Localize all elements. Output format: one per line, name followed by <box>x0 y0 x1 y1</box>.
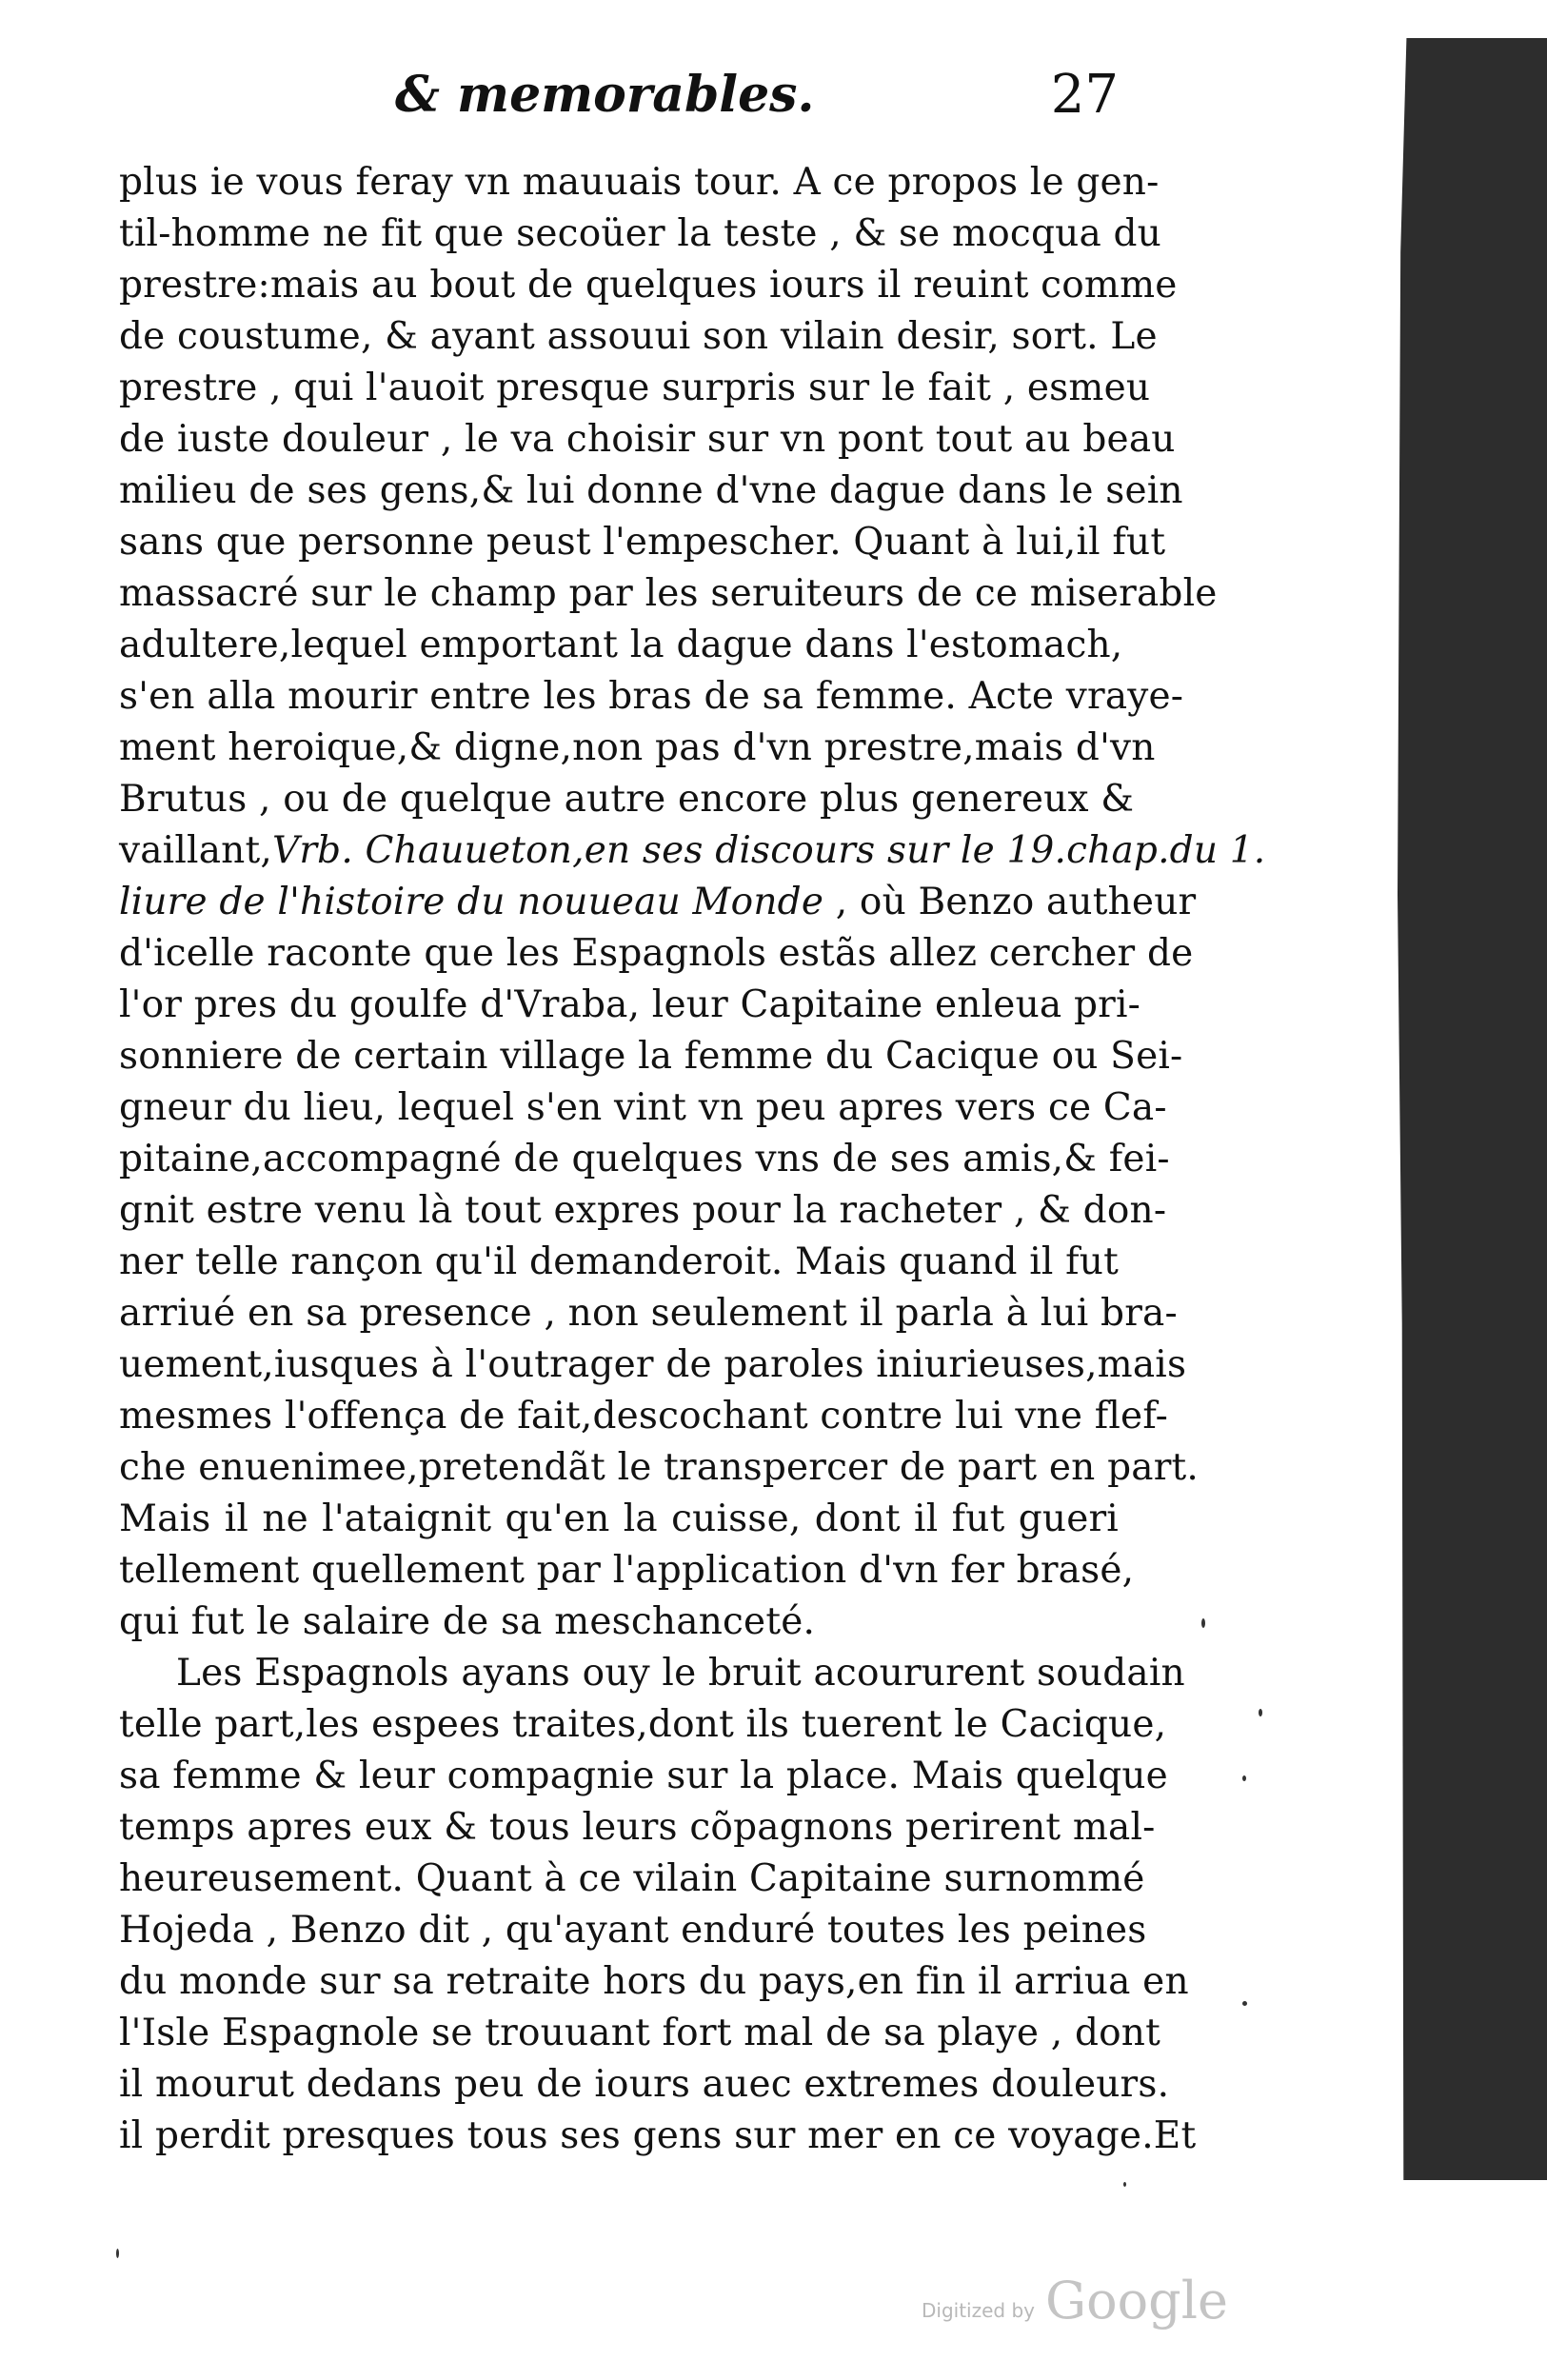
text-line: il perdit presques tous ses gens sur mer en ce voyage.Et <box>119 2114 1197 2157</box>
text-line: l'or pres du goulfe d'Vraba, leur Capitaine enleua pri- <box>119 983 1141 1026</box>
text-line: arriué en sa presence , non seulement il parla à lui bra- <box>119 1292 1178 1335</box>
ink-speck <box>1242 1775 1246 1781</box>
text-line: de iuste douleur , le va choisir sur vn pont tout au beau <box>119 418 1176 461</box>
citation-italic: liure de l'histoire du nouueau Monde <box>119 881 824 923</box>
google-logo: Google <box>1045 2271 1228 2330</box>
page-number: 27 <box>1050 64 1119 126</box>
text-line: til-homme ne fit que secoüer la teste , & se mocqua du <box>119 212 1161 255</box>
text-line: d'icelle raconte que les Espagnols estãs allez cercher de <box>119 932 1194 975</box>
text-line: milieu de ses gens,& lui donne d'vne dague dans le sein <box>119 469 1183 512</box>
text-line: gneur du lieu, lequel s'en vint vn peu apres vers ce Ca- <box>119 1086 1167 1129</box>
text-line: temps apres eux & tous leurs cõpagnons perirent mal- <box>119 1806 1156 1849</box>
text-line: telle part,les espees traites,dont ils tuerent le Cacique, <box>119 1703 1167 1746</box>
text-line: massacré sur le champ par les seruiteurs de ce miserable <box>119 572 1218 615</box>
citation-italic: Vrb. Chauueton,en ses discours sur le 19.chap.du 1. <box>271 829 1266 872</box>
text-line: qui fut le salaire de sa meschanceté. <box>119 1600 816 1643</box>
text-line: tellement quellement par l'application d'vn fer brasé, <box>119 1549 1135 1592</box>
text-line: sans que personne peust l'empescher. Quant à lui,il fut <box>119 521 1166 564</box>
text-line: Brutus , ou de quelque autre encore plus genereux & <box>119 778 1135 821</box>
text-line: Mais il ne l'ataignit qu'en la cuisse, dont il fut gueri <box>119 1497 1119 1540</box>
text-run: vaillant, <box>119 829 272 872</box>
text-line: gnit estre venu là tout expres pour la racheter , & don- <box>119 1189 1167 1232</box>
text-line: prestre , qui l'auoit presque surpris sur le fait , esmeu <box>119 367 1151 409</box>
digitized-by-label: Digitized by <box>922 2299 1035 2322</box>
ink-speck <box>1259 1709 1262 1716</box>
running-header <box>119 57 1119 152</box>
text-line: plus ie vous feray vn mauuais tour. A ce propos le gen- <box>119 161 1160 204</box>
ink-speck <box>1123 2182 1126 2187</box>
ink-speck <box>1201 1618 1205 1628</box>
text-line: s'en alla mourir entre les bras de sa femme. Acte vraye- <box>119 675 1184 718</box>
text-line: ment heroique,& digne,non pas d'vn prestre,mais d'vn <box>119 726 1156 769</box>
text-line: Hojeda , Benzo dit , qu'ayant enduré toutes les peines <box>119 1909 1147 1952</box>
text-line: il mourut dedans peu de iours auec extremes douleurs. <box>119 2063 1170 2106</box>
text-line: adultere,lequel emportant la dague dans l'estomach, <box>119 624 1123 666</box>
text-line: sonniere de certain village la femme du Cacique ou Sei- <box>119 1035 1183 1078</box>
ink-speck <box>116 2249 119 2258</box>
text-line-citation <box>119 877 1197 928</box>
body-text <box>119 157 1266 2162</box>
text-line: mesmes l'offença de fait,descochant contre lui vne flef- <box>119 1395 1168 1438</box>
text-line: prestre:mais au bout de quelques iours il reuint comme <box>119 264 1178 307</box>
paragraph-start: Les Espagnols ayans ouy le bruit acoururent soudain <box>176 1652 1185 1695</box>
text-line: uement,iusques à l'outrager de paroles iniurieuses,mais <box>119 1343 1187 1386</box>
text-line: pitaine,accompagné de quelques vns de ses amis,& fei- <box>119 1138 1170 1180</box>
running-title: & memorables. <box>395 66 815 124</box>
text-line: sa femme & leur compagnie sur la place. Mais quelque <box>119 1755 1168 1797</box>
text-line: du monde sur sa retraite hors du pays,en fin il arriua en <box>119 1960 1189 2003</box>
text-line: ner telle rançon qu'il demanderoit. Mais quand il fut <box>119 1240 1119 1283</box>
text-line-citation <box>119 825 1266 877</box>
text-line: l'Isle Espagnole se trouuant fort mal de sa playe , dont <box>119 2012 1161 2054</box>
text-run: , où Benzo autheur <box>823 881 1197 923</box>
text-line: de coustume, & ayant assouui son vilain desir, sort. Le <box>119 315 1158 358</box>
text-line: heureusement. Quant à ce vilain Capitaine surnommé <box>119 1857 1145 1900</box>
ink-speck <box>1242 2001 1247 2006</box>
scan-edge-shadow <box>1398 38 1547 2180</box>
text-line: che enuenimee,pretendãt le transpercer de part en part. <box>119 1446 1200 1489</box>
digitized-watermark <box>922 2271 1245 2337</box>
